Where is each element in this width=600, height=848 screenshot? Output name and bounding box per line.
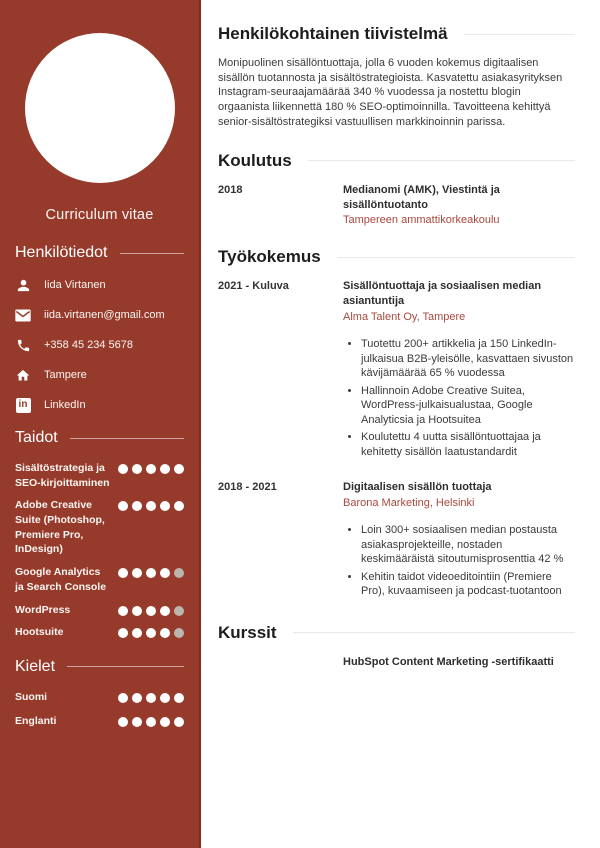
level-dot	[132, 568, 142, 578]
level-dot	[146, 501, 156, 511]
skill-level-dots	[118, 498, 184, 511]
level-dot	[146, 693, 156, 703]
level-dot	[160, 568, 170, 578]
contact-section-heading	[15, 244, 184, 262]
bullet-item: • Loin 300+ sosiaalisen median postausta asiakasprojekteille, nostaden keskimääräistä sitoutumisprosenttia 42 %	[361, 523, 575, 567]
heading-rule	[120, 253, 185, 254]
entry-organization: Tampereen ammattikorkeakoulu	[343, 214, 500, 227]
contact-item	[15, 397, 184, 413]
contact-item	[15, 337, 184, 353]
languages-list	[15, 690, 184, 728]
bullet-item: • Koulutettu 4 uutta sisällöntuottajaa ja kehitetty sisällön laatustandardit	[361, 430, 575, 459]
level-dot	[160, 717, 170, 727]
skills-heading-label: Taidot	[15, 429, 58, 446]
level-dot	[132, 464, 142, 474]
skill-level-dots	[118, 625, 184, 638]
education-heading	[218, 151, 575, 171]
level-dot	[174, 501, 184, 511]
skill-label: Hootsuite	[15, 626, 64, 639]
cv-caption: Curriculum vitae	[45, 207, 154, 223]
entry-title: Digitaalisen sisällön tuottaja	[343, 481, 492, 494]
level-dot	[118, 628, 128, 638]
level-dot	[146, 628, 156, 638]
heading-rule	[67, 666, 184, 667]
languages-heading-label: Kielet	[15, 657, 56, 675]
experience-heading	[218, 247, 575, 267]
contact-item	[15, 307, 184, 323]
education-heading-label: Koulutus	[218, 150, 292, 170]
bullet-item: • Kehitin taidot videoeditointiin (Premiere Pro), kuvaamiseen ja podcast-tuotantoon	[361, 570, 575, 599]
skill-label: WordPress	[15, 603, 71, 616]
contact-item-label: LinkedIn	[44, 399, 86, 411]
contact-list	[15, 277, 184, 413]
level-dot	[174, 464, 184, 474]
language-item	[15, 690, 184, 705]
level-dot	[160, 693, 170, 703]
level-dot	[118, 693, 128, 703]
entry-period: 2021 - Kuluva	[218, 280, 289, 293]
contact-item-label: +358 45 234 5678	[44, 339, 134, 351]
entry-period: 2018 - 2021	[218, 481, 277, 494]
level-dot	[132, 606, 142, 616]
summary-section	[218, 24, 575, 130]
level-dot	[160, 628, 170, 638]
courses-heading	[218, 623, 575, 643]
experience-section	[218, 247, 575, 601]
language-item	[15, 714, 184, 729]
entry-organization: Alma Talent Oy, Tampere	[343, 311, 466, 324]
contact-item	[15, 367, 184, 383]
level-dot	[174, 628, 184, 638]
level-dot	[118, 464, 128, 474]
contact-heading-label: Henkilötiedot	[15, 244, 108, 261]
language-level-dots	[118, 690, 184, 703]
level-dot	[118, 568, 128, 578]
skill-label: Sisältöstrategia ja SEO-kirjoittaminen	[15, 462, 110, 489]
summary-heading-label: Henkilökohtainen tiivistelmä	[218, 24, 448, 43]
experience-entry	[218, 480, 575, 601]
level-dot	[146, 568, 156, 578]
languages-section-heading	[15, 658, 184, 676]
envelope-icon	[15, 307, 31, 323]
contact-item	[15, 277, 184, 293]
bullet-list	[343, 337, 575, 459]
main-content	[201, 0, 600, 848]
courses-heading-label: Kurssit	[218, 622, 277, 642]
skill-item	[15, 603, 184, 618]
level-dot	[132, 693, 142, 703]
contact-item-label: Iida Virtanen	[44, 279, 106, 291]
contact-item-label: Tampere	[44, 369, 87, 381]
skill-level-dots	[118, 565, 184, 578]
level-dot	[160, 464, 170, 474]
level-dot	[118, 717, 128, 727]
language-label: Suomi	[15, 690, 48, 703]
person-icon	[15, 277, 31, 293]
education-entry	[218, 183, 575, 227]
heading-rule	[464, 34, 575, 35]
home-icon	[15, 367, 31, 383]
skill-label: Adobe Creative Suite (Photoshop, Premiere Pro, InDesign)	[15, 499, 105, 556]
entry-title: Sisällöntuottaja ja sosiaalisen median asiantuntija	[343, 280, 542, 308]
level-dot	[132, 717, 142, 727]
skill-item	[15, 625, 184, 640]
phone-icon	[15, 337, 31, 353]
summary-text: Monipuolinen sisällöntuottaja, jolla 6 vuoden kokemus digitaalisen sisällön tuotannosta ja sisältöstrategioista. Kasvatettu asiakasyrityksen Instagram-seuraajamäärää 340 % vuodessa ja nostettu blogin orgaanista liikennettä 180 % SEO-optimoinnilla. Tavoitteena kehittyä senior-sisältöstrategiksi vastuullisen markkinoinnin parissa.	[218, 57, 563, 128]
courses-section	[218, 623, 575, 668]
sidebar	[0, 0, 201, 848]
skills-list	[15, 461, 184, 640]
experience-heading-label: Työkokemus	[218, 247, 321, 267]
contact-item-label: iida.virtanen@gmail.com	[44, 309, 165, 321]
level-dot	[174, 568, 184, 578]
skill-level-dots	[118, 603, 184, 616]
experience-entry	[218, 279, 575, 462]
level-dot	[146, 717, 156, 727]
entry-organization: Barona Marketing, Helsinki	[343, 497, 475, 510]
bullet-list	[343, 523, 575, 599]
heading-rule	[337, 257, 575, 258]
level-dot	[146, 464, 156, 474]
level-dot	[146, 606, 156, 616]
language-level-dots	[118, 714, 184, 727]
education-section	[218, 151, 575, 227]
skill-item	[15, 461, 184, 490]
entry-title: Medianomi (AMK), Viestintä ja sisällöntuotanto	[343, 183, 500, 211]
level-dot	[174, 717, 184, 727]
profile-photo-placeholder	[25, 33, 175, 183]
entry-period: 2018	[218, 183, 243, 196]
level-dot	[132, 628, 142, 638]
skill-label: Google Analytics ja Search Console	[15, 566, 107, 593]
heading-rule	[293, 632, 575, 633]
heading-rule	[70, 438, 184, 439]
level-dot	[118, 501, 128, 511]
skill-level-dots	[118, 461, 184, 474]
bullet-item: • Hallinnoin Adobe Creative Suitea, WordPress-julkaisualustaa, Google Analyticsia ja Hootsuitea	[361, 384, 575, 428]
skills-section-heading	[15, 429, 184, 447]
level-dot	[132, 501, 142, 511]
linkedin-icon: in	[15, 397, 31, 413]
summary-heading	[218, 24, 575, 44]
course-title: HubSpot Content Marketing -sertifikaatti	[343, 655, 554, 668]
bullet-item: • Tuotettu 200+ artikkelia ja 150 LinkedIn-julkaisua B2B-yleisölle, kasvattaen sivuston kävijämäärää 65 % vuodessa	[361, 337, 575, 381]
level-dot	[160, 501, 170, 511]
heading-rule	[308, 160, 575, 161]
level-dot	[174, 606, 184, 616]
skill-item	[15, 498, 184, 557]
level-dot	[174, 693, 184, 703]
skill-item	[15, 565, 184, 594]
level-dot	[160, 606, 170, 616]
language-label: Englanti	[15, 714, 57, 727]
level-dot	[118, 606, 128, 616]
